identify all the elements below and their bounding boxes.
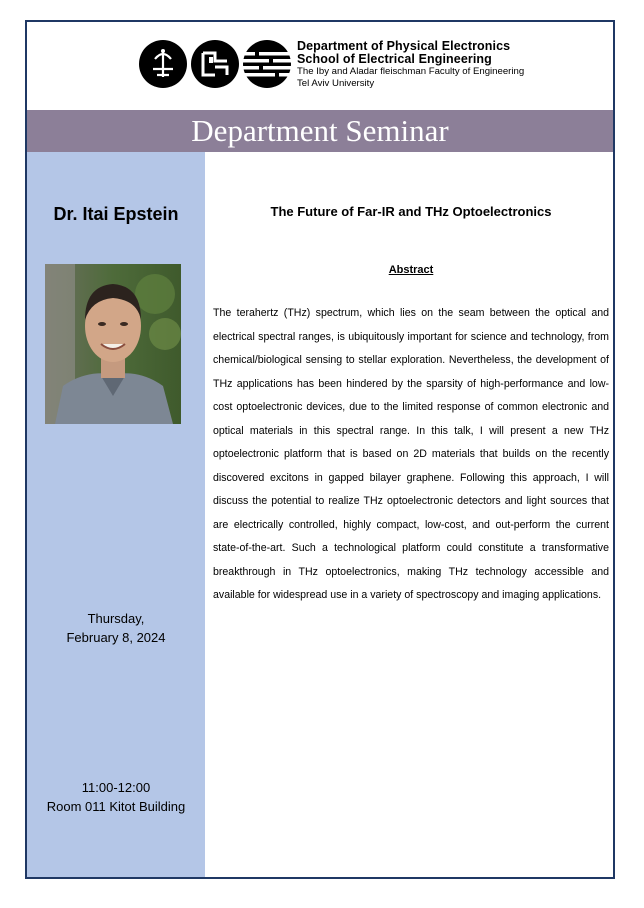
- department-logo-icon: [243, 40, 291, 88]
- speaker-photo: [45, 264, 181, 424]
- university-logos: [139, 39, 291, 89]
- seminar-date: [27, 609, 205, 647]
- talk-title: The Future of Far-IR and THz Optoelectronics: [270, 204, 552, 219]
- sidebar: [27, 152, 205, 879]
- seminar-full-date: February 8, 2024: [66, 630, 166, 645]
- abstract-text: The terahertz (THz) spectrum, which lies on the seam between the optical and electrical spectral ranges, is ubiquitously important for science and technology, from chemical/biological sensing to stellar exploration. Nevertheless, the development of THz applications has been hindered by the sparsity of high-performance and low-cost optoelectronic devices, due to the limited response of common electronic and optical materials in this spectral range. In this talk, I will present a new THz optoelectronic platform that is based on 2D materials that builds on the recently discovered excitons in gapped bilayer graphene. Following this approach, I will discuss the potential to realize THz optoelectronic detectors and light sources that are electrically controlled, highly compact, low-cost, and out-perform the current state-of-the-art. Such a technological platform could constitute a transformative breakthrough in THz optoelectronics, making THz technology accessible and available for widespread use in a variety of spectroscopy and imaging applications.: [213, 307, 609, 601]
- university-name: Tel Aviv University: [297, 78, 375, 89]
- header: [27, 22, 613, 110]
- abstract-heading: Abstract: [388, 264, 434, 276]
- seminar-room: Room 011 Kitot Building: [46, 799, 186, 814]
- poster-frame: [25, 20, 615, 879]
- seminar-banner: Department Seminar: [27, 110, 613, 152]
- seminar-weekday: Thursday,: [87, 611, 145, 626]
- seminar-time: 11:00-12:00: [81, 780, 151, 795]
- engineering-faculty-logo-icon: [191, 40, 239, 88]
- seminar-time-location: [27, 778, 205, 816]
- header-text: [297, 40, 524, 90]
- school-name: School of Electrical Engineering: [297, 52, 492, 66]
- tau-logo-icon: [139, 40, 187, 88]
- department-name: Department of Physical Electronics: [297, 39, 511, 53]
- faculty-name: The Iby and Aladar fleischman Faculty of Engineering: [297, 66, 525, 77]
- speaker-name: Dr. Itai Epstein: [53, 204, 179, 224]
